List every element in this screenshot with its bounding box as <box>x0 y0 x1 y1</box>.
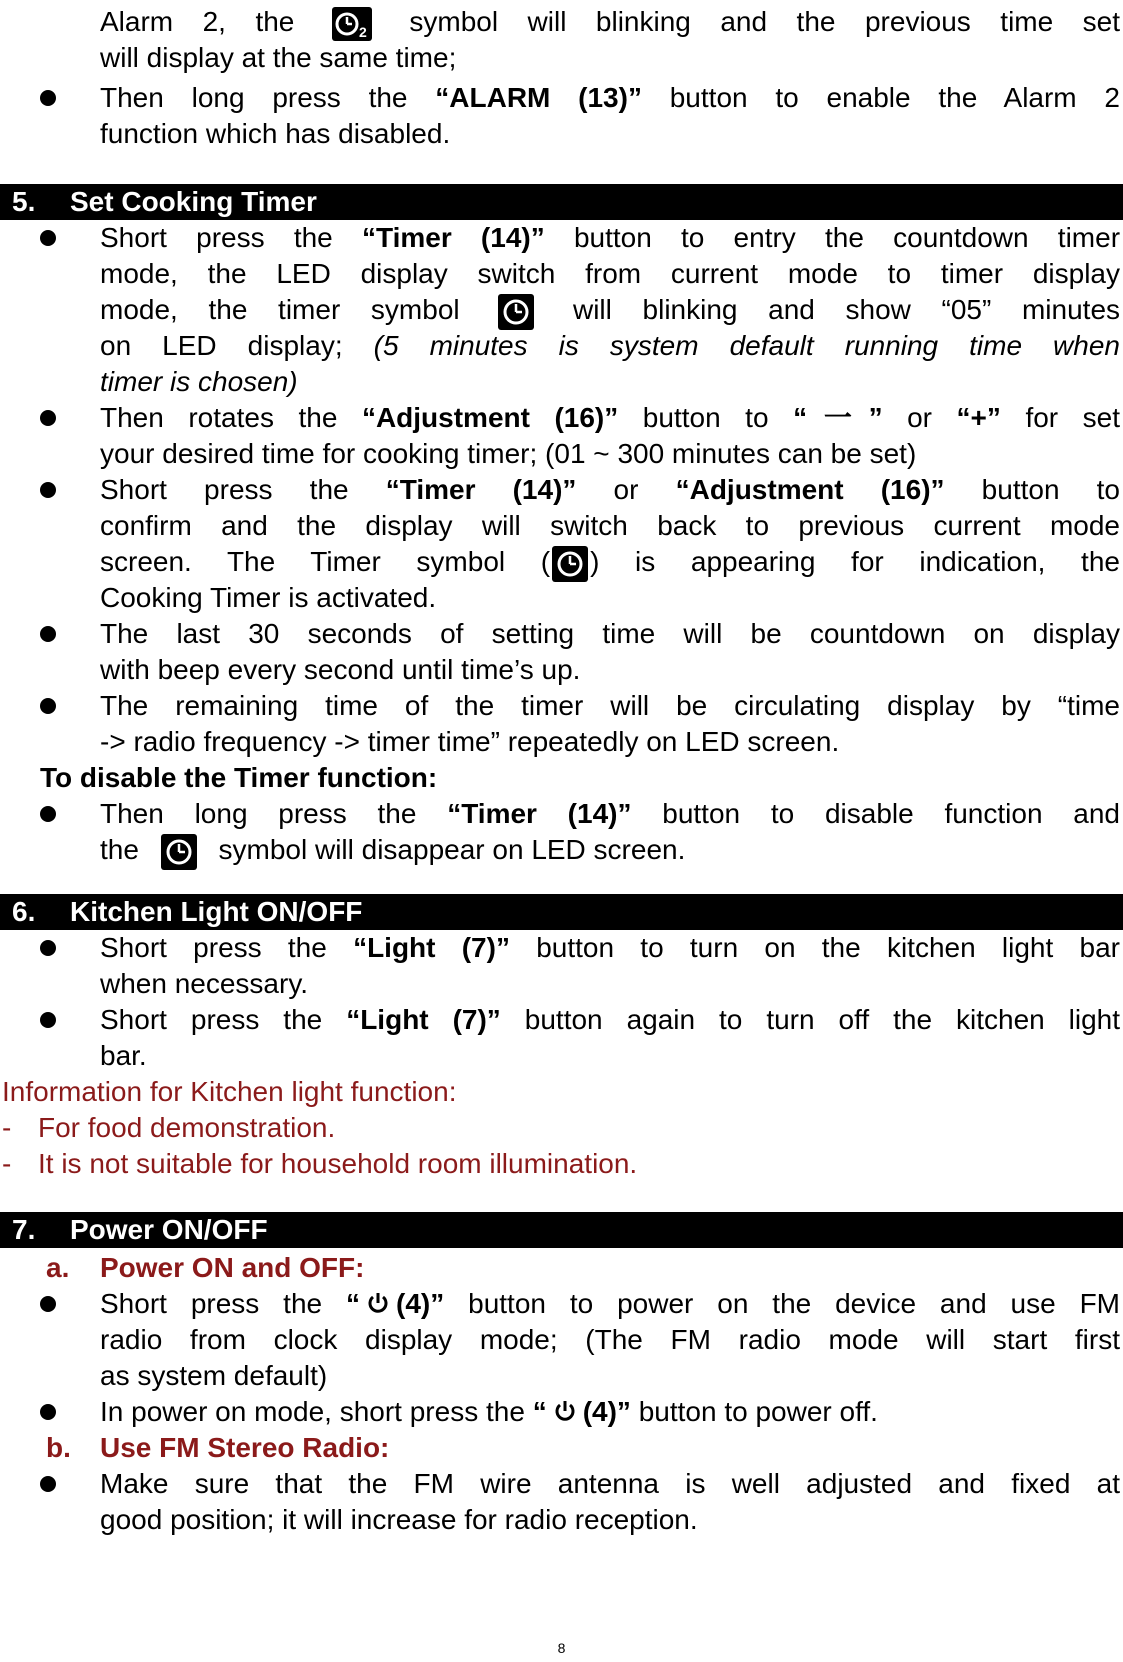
bullet-icon <box>40 410 56 426</box>
subsection-title: Power ON and OFF: <box>100 1252 365 1283</box>
power-icon <box>553 1396 577 1432</box>
text-line: Alarm 2, the 2 symbol will blinking and the previous time set <box>100 6 1121 40</box>
text-line: bar. <box>100 1040 147 1071</box>
text-line: Short press the “ (4)” button to power on the device and use FM <box>100 1286 1120 1324</box>
section-header: 7. Power ON/OFF <box>0 1212 1123 1248</box>
text-line: Short press the “Light (7)” button to turn on the kitchen light bar <box>100 932 1120 963</box>
alarm-2-icon <box>332 7 372 41</box>
text-line: will display at the same time; <box>100 42 457 73</box>
bullet-icon <box>40 90 56 106</box>
dash-marker: - <box>2 1112 12 1143</box>
bullet-icon <box>40 626 56 642</box>
text-line: when necessary. <box>100 968 309 999</box>
text-line: Short press the “Timer (14)” button to entry the countdown timer <box>100 222 1121 253</box>
bullet-icon <box>40 940 56 956</box>
subsection-title: Use FM Stereo Radio: <box>100 1432 390 1463</box>
text-line: Then long press the “ALARM (13)” button to enable the Alarm 2 <box>100 82 1120 113</box>
bullet-icon <box>40 698 56 714</box>
section-header: 6. Kitchen Light ON/OFF <box>0 894 1123 930</box>
subsection-marker: a. <box>46 1252 70 1283</box>
bullet-icon <box>40 1296 56 1312</box>
info-item: It is not suitable for household room illumination. <box>38 1148 638 1179</box>
text-line: Then long press the “Timer (14)” button to disable function and <box>100 798 1120 829</box>
text-line: function which has disabled. <box>100 118 451 149</box>
text-line: the symbol will disappear on LED screen. <box>100 832 1120 870</box>
text-line: as system default) <box>100 1360 328 1391</box>
text-line: In power on mode, short press the “ (4)” button to power off. <box>100 1394 1120 1432</box>
text-line: radio from clock display mode; (The FM radio mode will start first <box>100 1324 1120 1355</box>
text-line: Make sure that the FM wire antenna is well adjusted and fixed at <box>100 1468 1120 1499</box>
page-number: 8 <box>557 1640 566 1656</box>
timer-icon <box>498 294 534 330</box>
text-line: -> radio frequency -> timer time” repeatedly on LED screen. <box>100 726 840 757</box>
text-line: Short press the “Light (7)” button again to turn off the kitchen light <box>100 1004 1121 1035</box>
text-line: Short press the “Timer (14)” or “Adjustment (16)” button to <box>100 474 1121 505</box>
text-line: good position; it will increase for radio reception. <box>100 1504 698 1535</box>
svg-text:2: 2 <box>358 23 367 40</box>
timer-icon <box>161 834 197 870</box>
bullet-icon <box>40 806 56 822</box>
text-line: with beep every second until time’s up. <box>100 654 581 685</box>
bullet-icon <box>40 1404 56 1420</box>
text-line: confirm and the display will switch back to previous current mode <box>100 510 1120 541</box>
text-line: mode, the timer symbol will blinking and show “05” minutes <box>100 292 1120 330</box>
info-item: For food demonstration. <box>38 1112 336 1143</box>
bullet-icon <box>40 1012 56 1028</box>
text-line: your desired time for cooking timer; (01 ~ 300 minutes can be set) <box>100 438 917 469</box>
section-header: 5. Set Cooking Timer <box>0 184 1123 220</box>
bullet-icon <box>40 482 56 498</box>
subsection-marker: b. <box>46 1432 71 1463</box>
text-line: The last 30 seconds of setting time will be countdown on display <box>100 618 1120 649</box>
power-icon <box>366 1288 390 1324</box>
disable-timer-heading: To disable the Timer function: <box>40 762 438 793</box>
dash-marker: - <box>2 1148 12 1179</box>
bullet-icon <box>40 1476 56 1492</box>
text-line: Then rotates the “Adjustment (16)” button to “一” or “+” for set <box>100 402 1120 433</box>
bullet-icon <box>40 230 56 246</box>
text-line: Cooking Timer is activated. <box>100 582 437 613</box>
text-line: on LED display; (5 minutes is system default running time when <box>100 330 1120 361</box>
text-line: mode, the LED display switch from current mode to timer display <box>100 258 1120 289</box>
text-line: The remaining time of the timer will be circulating display by “time <box>100 690 1120 721</box>
timer-icon <box>552 546 588 582</box>
info-heading: Information for Kitchen light function: <box>2 1076 457 1107</box>
text-line: timer is chosen) <box>100 366 298 397</box>
text-line: screen. The Timer symbol ( ) is appearing for indication, the <box>100 544 1120 582</box>
